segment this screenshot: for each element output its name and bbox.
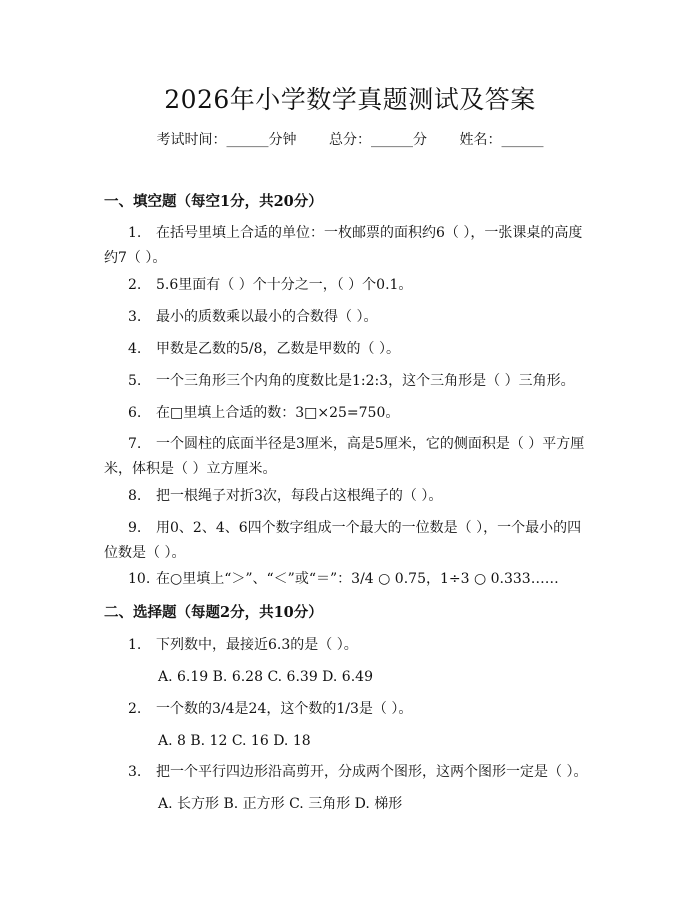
exam-meta	[0, 130, 700, 150]
fill-question-3	[104, 305, 594, 330]
question-number: 10.	[128, 571, 151, 587]
fill-question-10	[104, 567, 594, 592]
exam-time-field: 考试时间：______分钟	[156, 132, 297, 148]
question-text: 把一根绳子对折3次，每段占这根绳子的（ ）。	[156, 488, 443, 504]
fill-question-2	[104, 273, 594, 298]
section-heading-fill-in: 一、填空题（每空1分，共20分）	[104, 193, 323, 210]
fill-question-8	[104, 484, 594, 509]
fill-question-1	[104, 221, 594, 271]
question-number: 5.	[128, 373, 142, 389]
choice-options-3: A. 长方形 B. 正方形 C. 三角形 D. 梯形	[158, 796, 403, 812]
question-number: 6.	[128, 405, 142, 421]
question-number: 2.	[128, 277, 142, 293]
choice-question-1	[104, 633, 594, 658]
question-number: 7.	[128, 436, 142, 452]
question-text: 在○里填上“＞”、“＜”或“＝”：3/4 ○ 0.75，1÷3 ○ 0.333……	[156, 571, 559, 587]
fill-question-7	[104, 432, 594, 482]
question-number: 1.	[128, 637, 142, 653]
question-text: 甲数是乙数的5/8，乙数是甲数的（ ）。	[156, 341, 400, 357]
question-text: 在括号里填上合适的单位：一枚邮票的面积约6（ ），一张课桌的高度约7（ ）。	[104, 225, 583, 266]
student-name-field: 姓名：______	[459, 132, 544, 148]
fill-question-9	[104, 516, 594, 566]
question-text: 用0、2、4、6四个数字组成一个最大的一位数是（ ），一个最小的四位数是（ ）。	[104, 520, 582, 561]
question-text: 下列数中，最接近6.3的是（ ）。	[156, 637, 358, 653]
choice-options-2: A. 8 B. 12 C. 16 D. 18	[158, 733, 311, 749]
question-number: 1.	[128, 225, 142, 241]
question-number: 4.	[128, 341, 142, 357]
fill-question-6	[104, 401, 594, 426]
question-number: 2.	[128, 701, 142, 717]
question-number: 8.	[128, 488, 142, 504]
question-number: 3.	[128, 309, 142, 325]
fill-question-4	[104, 337, 594, 362]
question-text: 在□里填上合适的数：3□×25=750。	[156, 405, 400, 421]
choice-question-2	[104, 697, 594, 722]
question-text: 一个数的3/4是24，这个数的1/3是（ ）。	[156, 701, 413, 717]
question-text: 最小的质数乘以最小的合数得（ ）。	[156, 309, 378, 325]
question-text: 把一个平行四边形沿高剪开，分成两个图形，这两个图形一定是（ ）。	[156, 764, 588, 780]
question-number: 3.	[128, 764, 142, 780]
question-text: 5.6里面有（ ）个十分之一，（ ）个0.1。	[156, 277, 413, 293]
choice-question-3	[104, 760, 594, 785]
question-text: 一个圆柱的底面半径是3厘米，高是5厘米，它的侧面积是（ ）平方厘米，体积是（ ）立方厘米。	[104, 436, 585, 477]
total-score-field: 总分：______分	[329, 132, 427, 148]
page-title: 2026年小学数学真题测试及答案	[164, 85, 536, 114]
question-text: 一个三角形三个内角的度数比是1:2:3，这个三角形是（ ）三角形。	[156, 373, 575, 389]
question-number: 9.	[128, 520, 142, 536]
fill-question-5	[104, 369, 594, 394]
section-heading-multiple-choice: 二、选择题（每题2分，共10分）	[104, 604, 323, 621]
choice-options-1: A. 6.19 B. 6.28 C. 6.39 D. 6.49	[158, 669, 373, 685]
